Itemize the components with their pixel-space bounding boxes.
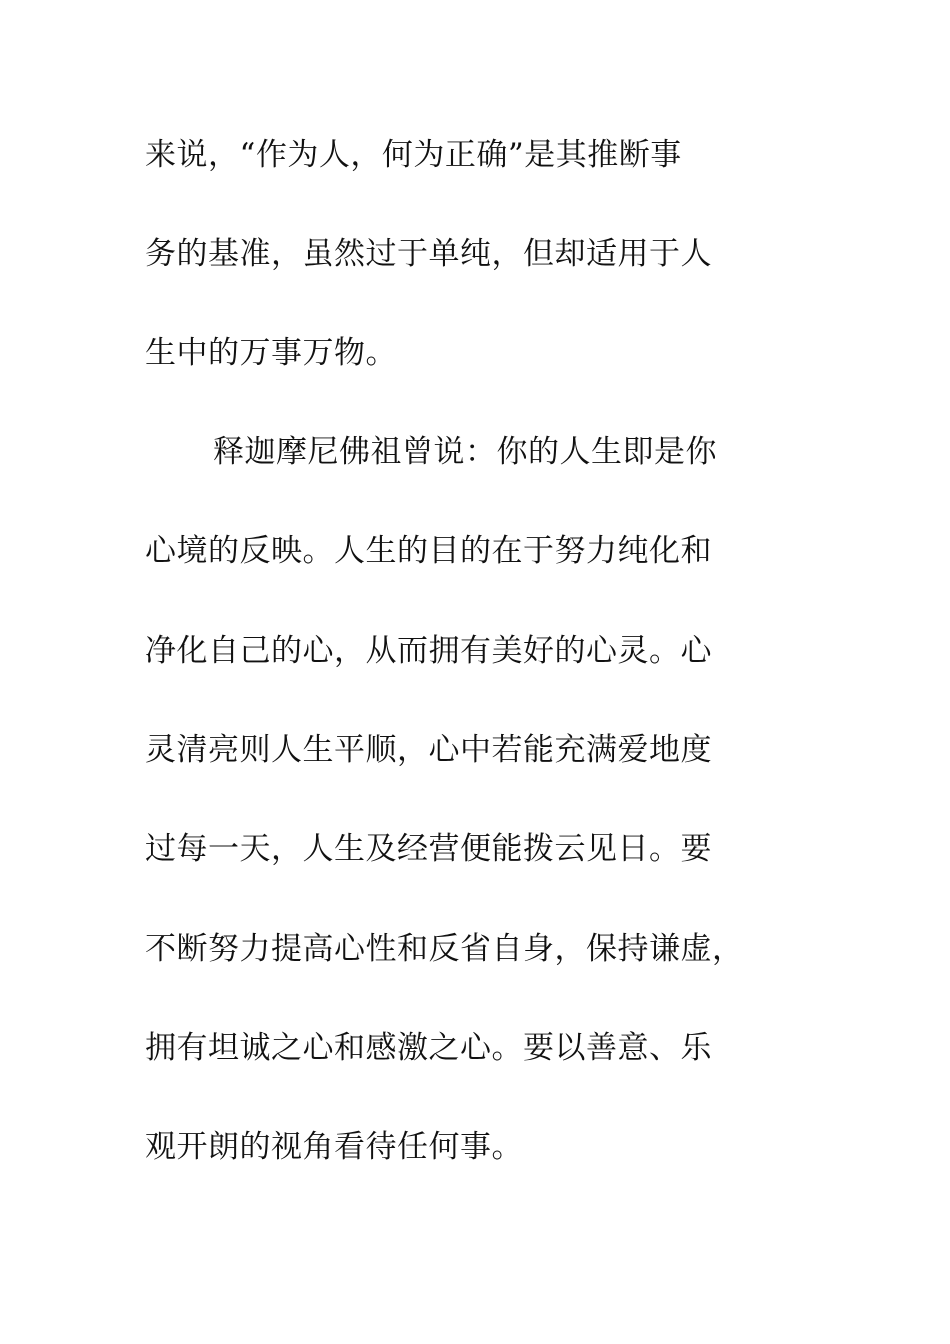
paragraph-1-line-1: 来说，“作为人，何为正确”是其推断事 — [145, 137, 682, 173]
paragraph-2-line-2: 心境的反映。人生的目的在于努力纯化和 — [145, 533, 712, 569]
paragraph-2-line-4: 灵清亮则人生平顺，心中若能充满爱地度 — [145, 732, 712, 768]
paragraph-2-line-3: 净化自己的心，从而拥有美好的心灵。心 — [145, 633, 712, 669]
paragraph-2-line-7: 拥有坦诚之心和感激之心。要以善意、乐 — [145, 1030, 712, 1066]
paragraph-1-line-3: 生中的万事万物。 — [145, 335, 397, 371]
paragraph-2-line-6: 不断努力提高心性和反省自身，保持谦虚， — [145, 931, 744, 967]
paragraph-2-line-8: 观开朗的视角看待任何事。 — [145, 1129, 523, 1165]
paragraph-2-line-5: 过每一天，人生及经营便能拨云见日。要 — [145, 831, 712, 867]
paragraph-1-line-2: 务的基准，虽然过于单纯，但却适用于人 — [145, 236, 712, 272]
paragraph-2-line-1: 释迦摩尼佛祖曾说：你的人生即是你 — [213, 434, 717, 470]
